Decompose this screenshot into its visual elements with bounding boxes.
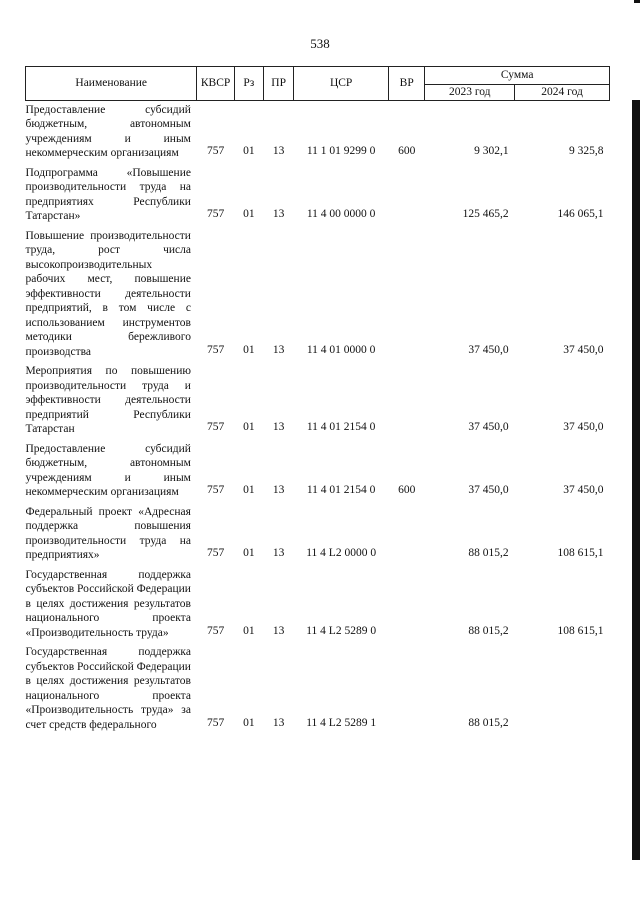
cell-kvsr: 757 [206,208,225,220]
cell-sum-2024 [515,643,610,735]
cell-sum-2023: 37 450,0 [468,343,509,356]
cell-rz: 01 [243,547,255,559]
cell-csr: 11 4 L2 5289 1 [306,716,377,729]
cell-pr: 13 [272,716,285,729]
cell-vr [389,566,425,644]
row-name: Федеральный проект «Адресная поддержка повышения производительности труда на предприятиях» [25,505,191,561]
table-row [26,503,610,566]
table-row [26,362,610,440]
cell-sum-2023: 37 450,0 [468,484,509,496]
cell-vr [389,164,425,227]
cell-rz: 01 [243,421,255,433]
cell-sum-2024: 108 615,1 [557,624,604,637]
header-year-2023: 2023 год [425,85,515,101]
row-name: Мероприятия по повышению производительности труда и эффективности деятельности предприятий Республики Татарстан [25,365,191,435]
cell-pr: 13 [272,208,285,220]
table-row [26,100,610,164]
cell-vr [389,643,425,735]
row-name: Государственная поддержка субъектов Российской Федерации в целях достижения результатов национального проекта «Производительность труда» [25,568,191,639]
cell-sum-2023: 9 302,1 [474,145,509,157]
cell-sum-2023: 37 450,0 [468,421,509,433]
cell-rz: 01 [243,145,255,157]
cell-sum-2024: 37 450,0 [563,421,604,433]
cell-sum-2024: 146 065,1 [557,208,604,220]
header-csr: ЦСР [294,67,389,101]
cell-csr: 11 4 00 0000 0 [306,208,376,220]
cell-csr: 11 4 01 2154 0 [306,421,376,433]
cell-sum-2023: 88 015,2 [468,624,509,637]
cell-kvsr: 757 [206,484,225,496]
budget-table [25,66,610,735]
table-header [26,67,610,101]
cell-kvsr: 757 [206,547,225,559]
cell-rz: 01 [243,208,255,220]
table-row [26,164,610,227]
row-name: Повышение производительности труда, рост числа высокопроизводительных рабочих мест, повышение эффективности деятельности предприятий, в том числе с использованием инструментов методики бережливого производства [25,229,191,358]
cell-sum-2024: 37 450,0 [563,484,604,496]
cell-sum-2023: 125 465,2 [462,208,509,220]
cell-rz: 01 [243,624,255,637]
table-row [26,566,610,644]
row-name: Предоставление субсидий бюджетным, автономным учреждениям и иным некоммерческим организациям [25,103,191,159]
cell-sum-2024: 37 450,0 [563,343,604,356]
cell-csr: 11 4 L2 5289 0 [306,624,377,637]
header-kvsr: КВСР [197,67,234,101]
cell-csr: 11 4 L2 0000 0 [306,547,377,559]
cell-csr: 11 1 01 9299 0 [306,145,376,157]
cell-vr: 600 [398,484,416,496]
cell-vr [389,227,425,363]
cell-pr: 13 [272,624,285,637]
cell-vr [389,362,425,440]
cell-pr: 13 [272,547,285,559]
cell-rz: 01 [243,343,255,356]
cell-sum-2023: 88 015,2 [468,716,509,729]
table-row [26,643,610,735]
cell-kvsr: 757 [206,343,225,356]
header-name: Наименование [26,67,197,101]
cell-vr: 600 [398,145,416,157]
table-body [26,100,610,735]
cell-kvsr: 757 [206,421,225,433]
header-rz: Рз [234,67,263,101]
scan-edge-mark [632,0,640,905]
cell-sum-2024: 108 615,1 [557,547,604,559]
row-name: Государственная поддержка субъектов Российской Федерации в целях достижения результатов национального проекта «Производительность труда» за счет средств федерального [25,646,191,731]
header-vr: ВР [389,67,425,101]
page-number: 538 [310,36,330,51]
cell-vr [389,503,425,566]
cell-pr: 13 [272,343,285,356]
header-year-2024: 2024 год [515,85,610,101]
cell-pr: 13 [272,421,285,433]
cell-kvsr: 757 [206,145,225,157]
cell-csr: 11 4 01 0000 0 [306,343,376,356]
header-pr: ПР [264,67,294,101]
cell-sum-2023: 88 015,2 [468,547,509,559]
cell-pr: 13 [272,484,285,496]
cell-pr: 13 [272,145,285,157]
table-row [26,227,610,363]
row-name: Предоставление субсидий бюджетным, автономным учреждениям и иным некоммерческим организациям [25,442,191,498]
table-row [26,440,610,503]
cell-sum-2024: 9 325,8 [569,145,604,157]
header-sum: Сумма [425,67,610,85]
row-name: Подпрограмма «Повышение производительности труда на предприятиях Республики Татарстан» [25,166,191,222]
cell-csr: 11 4 01 2154 0 [306,484,376,496]
cell-rz: 01 [243,716,255,729]
cell-kvsr: 757 [206,624,225,637]
cell-rz: 01 [243,484,255,496]
cell-kvsr: 757 [206,716,225,729]
